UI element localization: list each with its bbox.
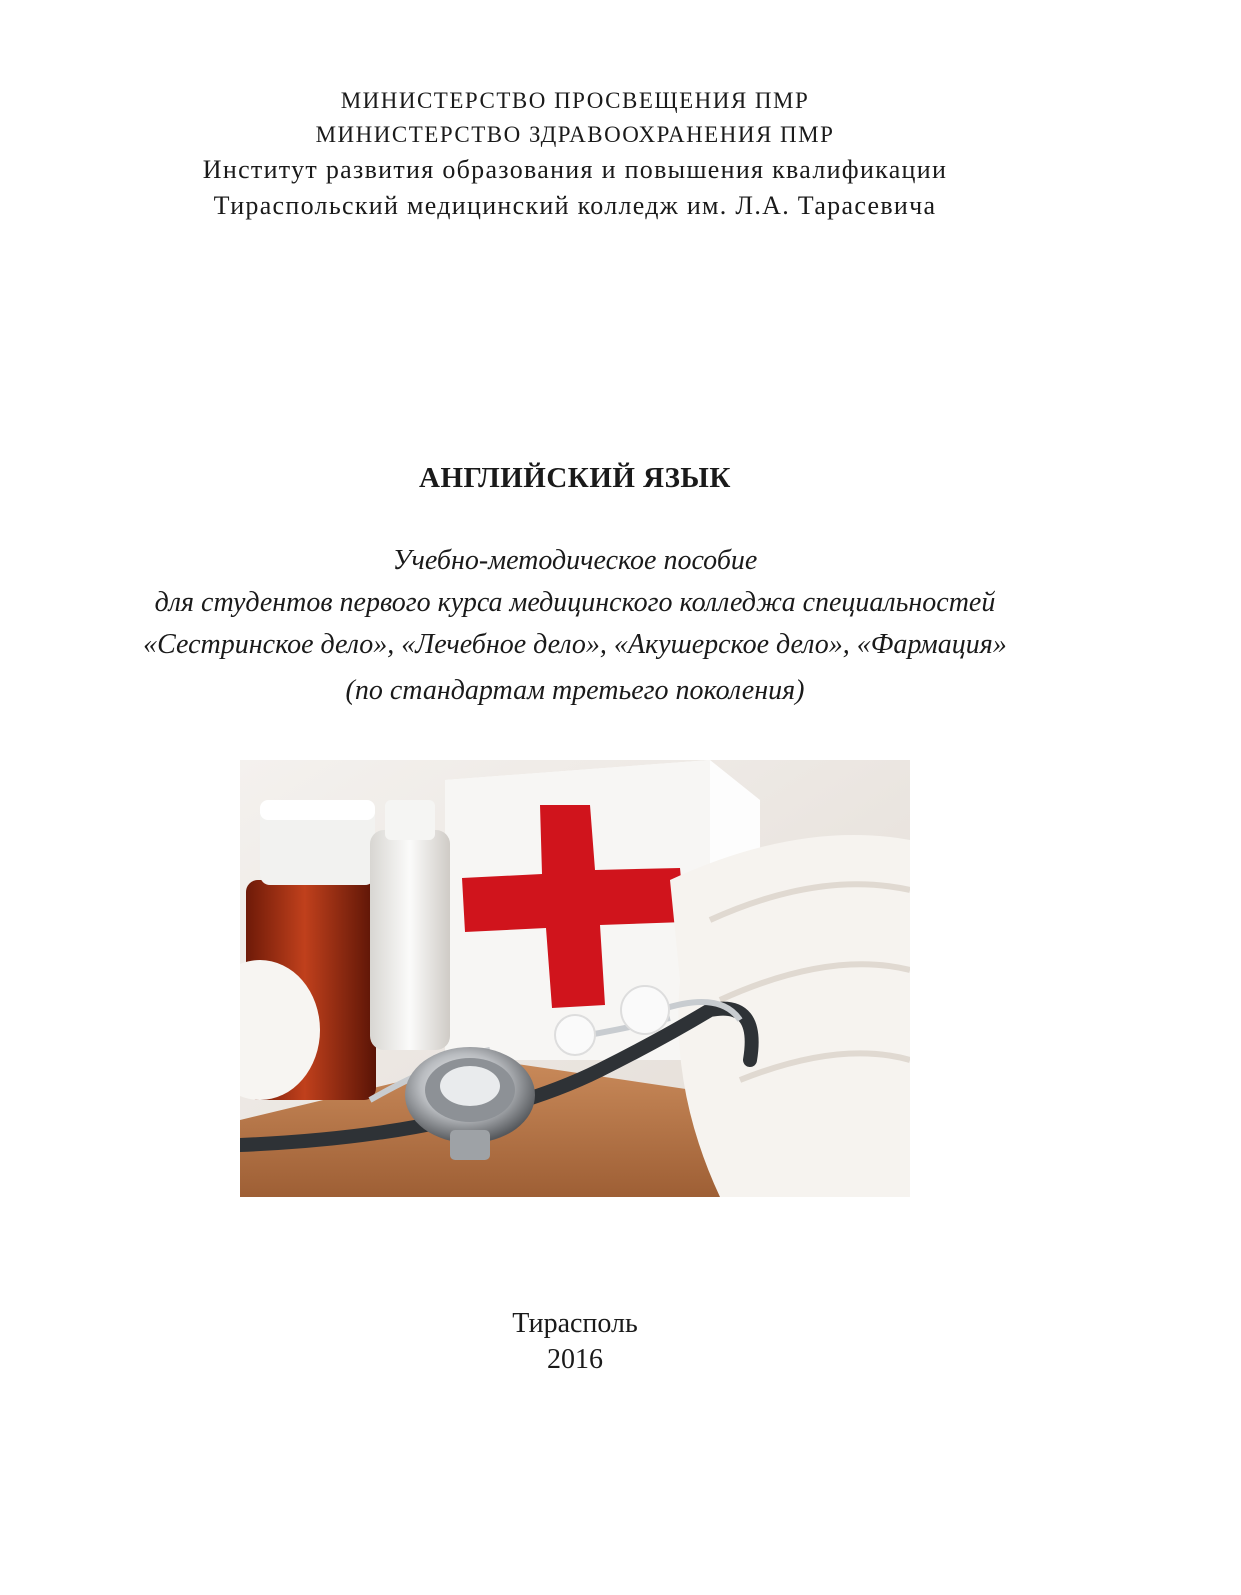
subtitle-line: Учебно-методическое пособие [392, 545, 758, 576]
college-name: Тираспольский медицинский колледж им. Л.А. Тарасевича [213, 191, 937, 220]
footer-block [0, 1306, 1150, 1378]
subtitle-line: (по стандартам третьего поколения) [345, 675, 805, 706]
subtitle-block [0, 540, 1150, 712]
medical-photo [240, 760, 910, 1197]
subtitle-line: для студентов первого курса медицинского колледжа специальностей [154, 587, 996, 618]
document-title: АНГЛИЙСКИЙ ЯЗЫК [419, 462, 731, 494]
institute-name: Институт развития образования и повышения квалификации [202, 155, 948, 184]
year: 2016 [547, 1344, 603, 1375]
header-block [0, 84, 1150, 224]
city: Тирасполь [512, 1308, 638, 1339]
ministry-health: МИНИСТЕРСТВО ЗДРАВООХРАНЕНИЯ ПМР [315, 122, 835, 147]
ministry-education: МИНИСТЕРСТВО ПРОСВЕЩЕНИЯ ПМР [340, 88, 810, 113]
subtitle-line: «Сестринское дело», «Лечебное дело», «Акушерское дело», «Фармация» [143, 629, 1007, 660]
